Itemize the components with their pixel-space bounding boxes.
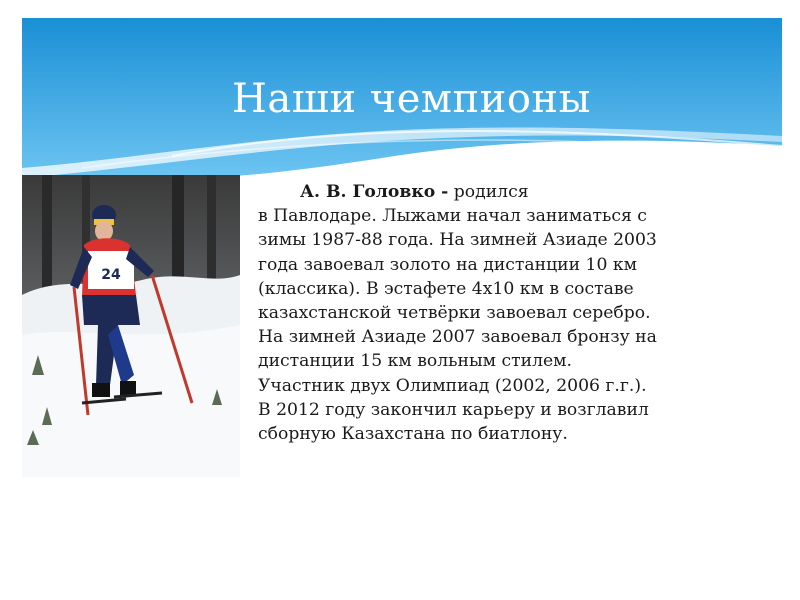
bio-line: (классика). В эстафете 4х10 км в составе (258, 278, 634, 299)
bio-line: Участник двух Олимпиад (2002, 2006 г.г.). (258, 375, 647, 396)
bio-line: казахстанской четвёрки завоевал серебро. (258, 303, 651, 324)
header-banner (22, 18, 782, 198)
bio-first-line-rest: родился (448, 182, 529, 202)
athlete-name: А. В. Головко - (300, 182, 449, 202)
bio-line: В 2012 году закончил карьеру и возглавил (258, 399, 649, 420)
bio-line: года завоевал золото на дистанции 10 км (258, 254, 637, 275)
slide-title: Наши чемпионы (232, 76, 591, 122)
bio-line: сборную Казахстана по биатлону. (258, 424, 568, 445)
bib-number: 24 (101, 267, 121, 283)
bio-text (258, 180, 778, 446)
bio-line: в Павлодаре. Лыжами начал заниматься с (258, 206, 647, 227)
bio-line: На зимней Азиаде 2007 завоевал бронзу на (258, 327, 657, 348)
bio-line: зимы 1987-88 года. На зимней Азиаде 2003 (258, 230, 657, 251)
bio-first-line (258, 180, 778, 204)
skier-photo (22, 175, 240, 477)
bio-line: дистанции 15 км вольным стилем. (258, 351, 572, 372)
